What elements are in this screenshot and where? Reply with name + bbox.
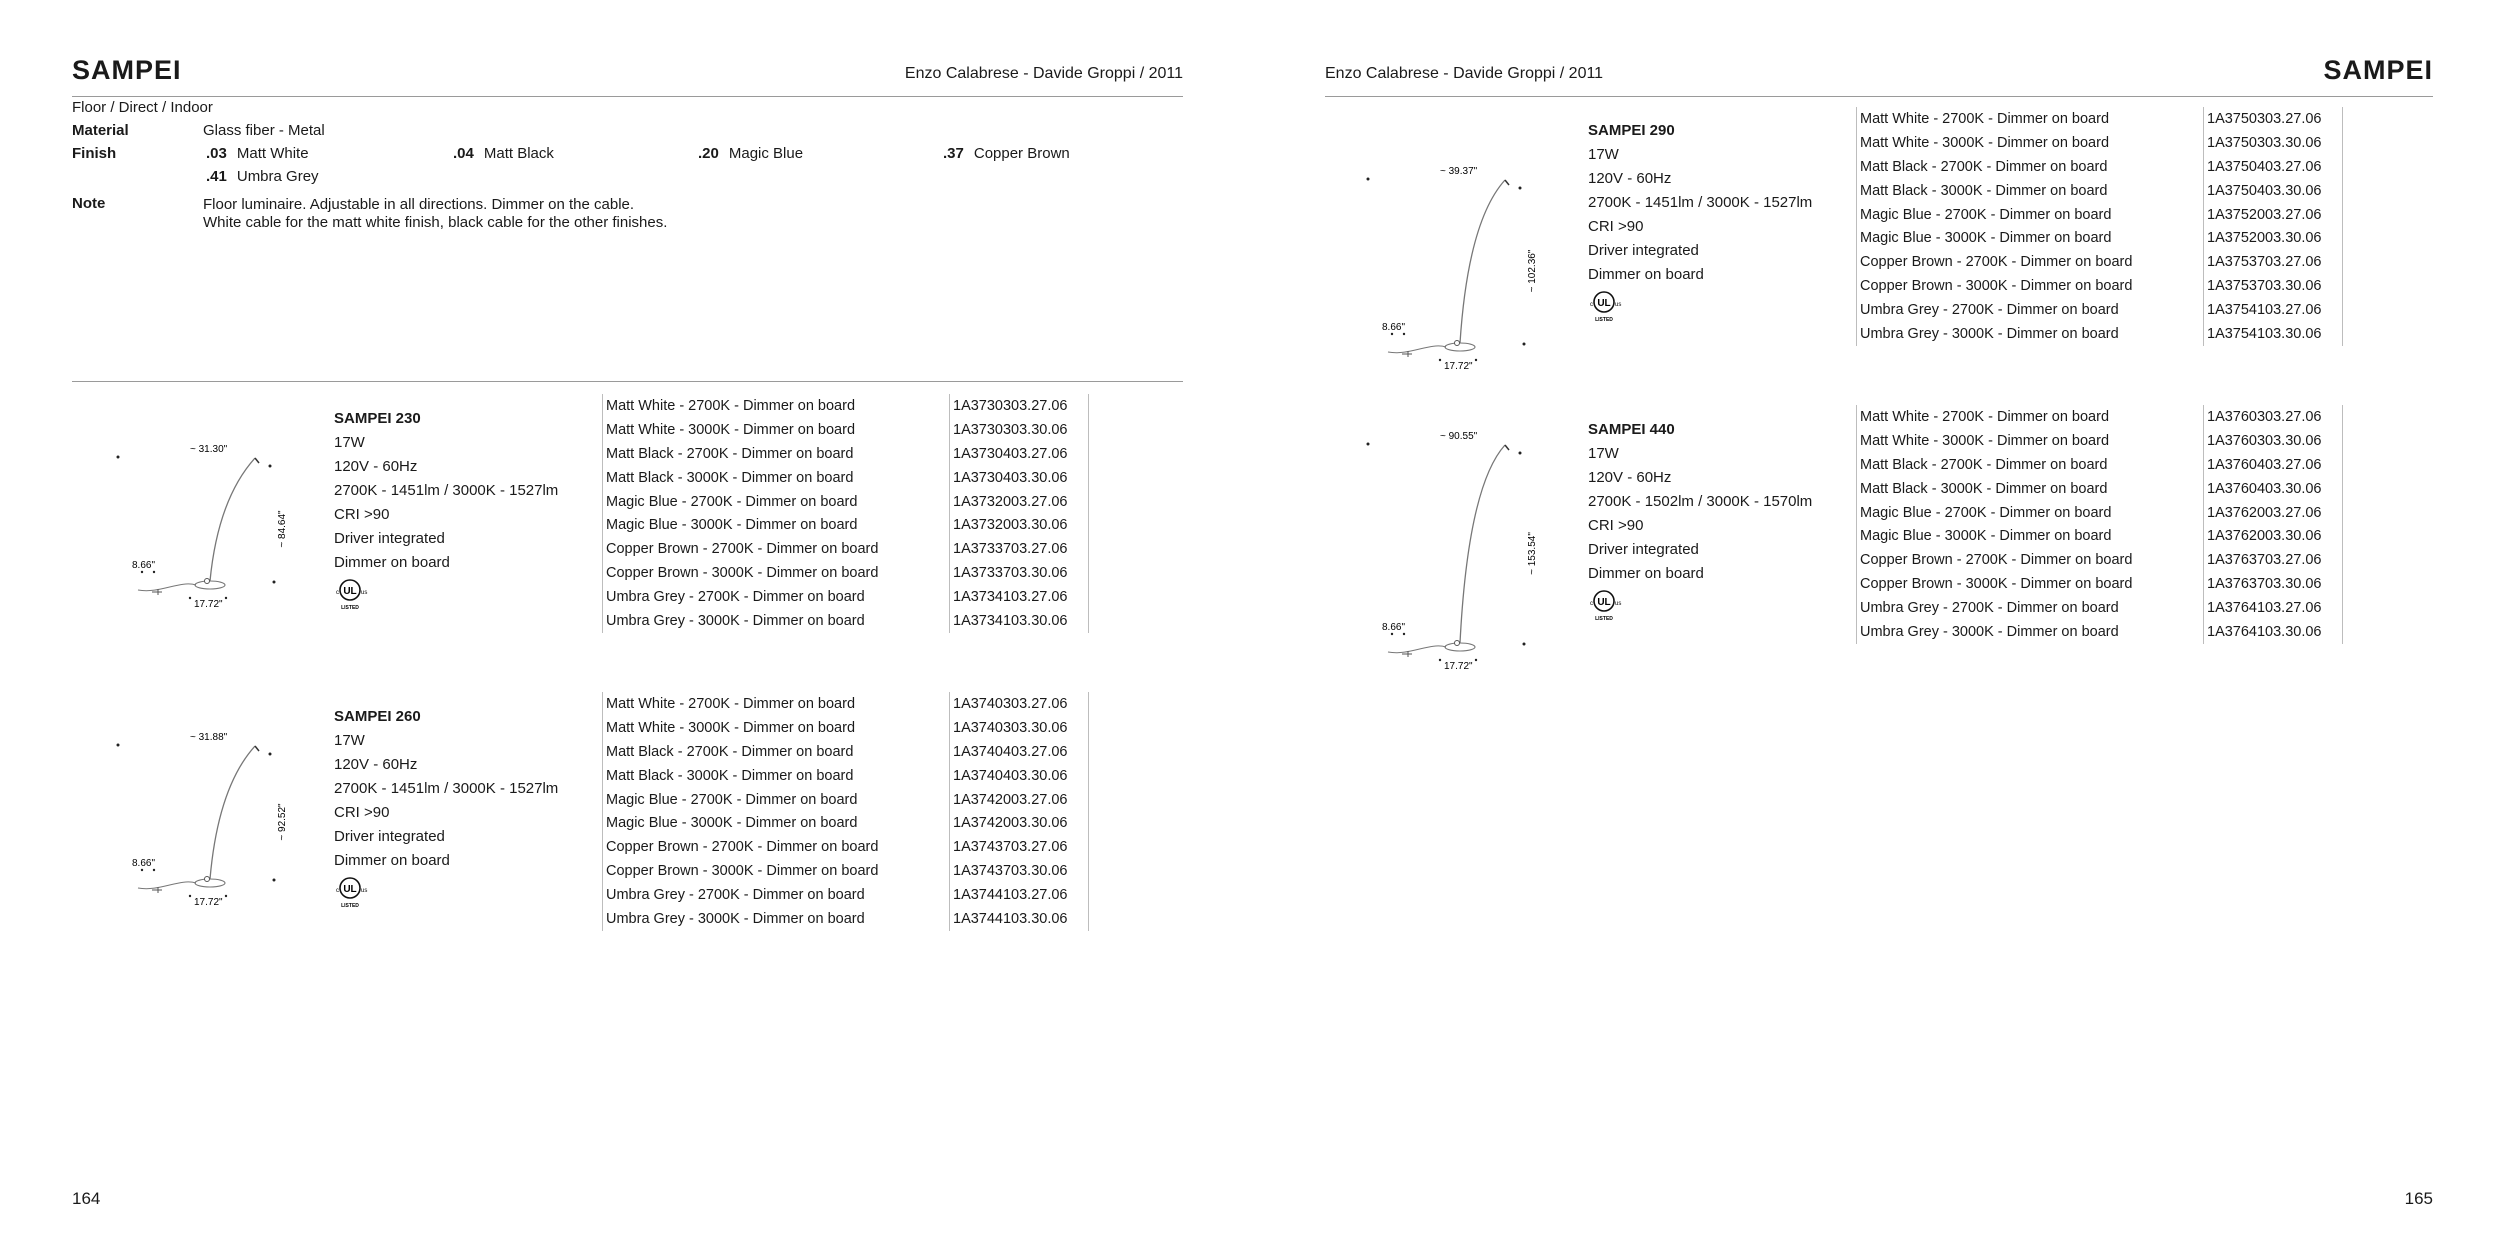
header-rule (1325, 96, 2433, 97)
article-code: 1A3764103.30.06 (2204, 620, 2343, 644)
code-table (1856, 107, 2343, 346)
lamp-drawing (1360, 412, 1560, 682)
table-row (603, 609, 1089, 633)
variant-description: Umbra Grey - 2700K - Dimmer on board (1857, 596, 2204, 620)
article-code: 1A3763703.27.06 (2204, 548, 2343, 572)
variant-description: Copper Brown - 2700K - Dimmer on board (1857, 250, 2204, 274)
article-code: 1A3753703.27.06 (2204, 250, 2343, 274)
base-height-dimension: 8.66" (132, 858, 156, 869)
right-page (1250, 0, 2500, 1250)
lumen-text: 2700K - 1451lm / 3000K - 1527lm (334, 780, 559, 797)
table-row (1857, 572, 2343, 596)
page-title: SAMPEI (72, 55, 182, 85)
lamp-drawing (110, 398, 310, 620)
ul-listed-icon (334, 875, 374, 909)
article-code: 1A3730403.30.06 (950, 466, 1089, 490)
variant-description: Magic Blue - 3000K - Dimmer on board (603, 811, 950, 835)
article-code: 1A3730303.30.06 (950, 418, 1089, 442)
table-row (603, 764, 1089, 788)
variant-description: Umbra Grey - 3000K - Dimmer on board (1857, 322, 2204, 346)
ul-listed-icon (1588, 289, 1628, 323)
svg-text:UL: UL (1597, 597, 1611, 608)
table-row (603, 811, 1089, 835)
svg-text:us: us (1615, 302, 1622, 308)
article-code: 1A3733703.30.06 (950, 561, 1089, 585)
power-text: 17W (334, 732, 365, 749)
base-height-dimension: 8.66" (1382, 622, 1406, 633)
model-spec (1588, 119, 1812, 323)
svg-text:UL: UL (343, 586, 357, 597)
article-code: 1A3750303.27.06 (2204, 107, 2343, 131)
variant-description: Magic Blue - 3000K - Dimmer on board (1857, 226, 2204, 250)
table-row (603, 716, 1089, 740)
article-code: 1A3734103.27.06 (950, 585, 1089, 609)
table-row (603, 394, 1089, 418)
variant-description: Matt White - 3000K - Dimmer on board (1857, 131, 2204, 155)
base-width-dimension: 17.72" (1444, 361, 1473, 372)
model-name: SAMPEI 290 (1588, 122, 1675, 139)
cri-text: CRI >90 (334, 804, 390, 821)
article-code: 1A3760303.30.06 (2204, 429, 2343, 453)
model-spec (1588, 418, 1812, 622)
table-row (603, 490, 1089, 514)
svg-text:LISTED: LISTED (1595, 616, 1613, 622)
article-code: 1A3752003.27.06 (2204, 203, 2343, 227)
article-code: 1A3742003.30.06 (950, 811, 1089, 835)
page-number: 165 (2404, 1189, 2433, 1208)
lamp-drawing (1360, 112, 1560, 382)
variant-description: Copper Brown - 3000K - Dimmer on board (603, 859, 950, 883)
variant-description: Umbra Grey - 2700K - Dimmer on board (603, 585, 950, 609)
reach-dimension: ~ 31.88" (190, 732, 228, 743)
finish-item: .41 Umbra Grey (206, 168, 319, 185)
model-spec (334, 705, 558, 909)
finish-item: .04 Matt Black (453, 145, 554, 162)
height-dimension: ~ 84.64" (277, 510, 288, 548)
table-row (1857, 405, 2343, 429)
reach-dimension: ~ 90.55" (1440, 431, 1478, 442)
note-line: White cable for the matt white finish, black cable for the other finishes. (203, 214, 668, 231)
note-text (203, 196, 683, 232)
article-code: 1A3744103.27.06 (950, 883, 1089, 907)
reach-dimension: ~ 39.37" (1440, 166, 1478, 177)
variant-description: Matt White - 2700K - Dimmer on board (603, 692, 950, 716)
variant-description: Umbra Grey - 2700K - Dimmer on board (1857, 298, 2204, 322)
article-code: 1A3760403.27.06 (2204, 453, 2343, 477)
table-row (1857, 596, 2343, 620)
article-code: 1A3750403.27.06 (2204, 155, 2343, 179)
article-code: 1A3762003.27.06 (2204, 501, 2343, 525)
lamp-drawing (110, 696, 310, 918)
table-row (603, 907, 1089, 931)
table-row (1857, 620, 2343, 644)
variant-description: Umbra Grey - 2700K - Dimmer on board (603, 883, 950, 907)
variant-description: Matt White - 3000K - Dimmer on board (1857, 429, 2204, 453)
dimmer-text: Dimmer on board (1588, 266, 1704, 283)
lamp-cable (1388, 646, 1446, 653)
lamp-stem (1460, 180, 1505, 343)
table-row (603, 442, 1089, 466)
article-code: 1A3732003.27.06 (950, 490, 1089, 514)
table-row (1857, 203, 2343, 227)
model-name: SAMPEI 440 (1588, 421, 1675, 438)
table-row (1857, 107, 2343, 131)
table-row (603, 788, 1089, 812)
article-code: 1A3754103.27.06 (2204, 298, 2343, 322)
table-row (603, 537, 1089, 561)
table-row (603, 585, 1089, 609)
voltage-text: 120V - 60Hz (334, 458, 418, 475)
base-width-dimension: 17.72" (194, 599, 223, 610)
table-row (603, 513, 1089, 537)
variant-description: Copper Brown - 3000K - Dimmer on board (1857, 572, 2204, 596)
note-label: Note (72, 195, 106, 212)
designer-credit: Enzo Calabrese - Davide Groppi / 2011 (1325, 65, 1604, 82)
variant-description: Matt Black - 2700K - Dimmer on board (1857, 155, 2204, 179)
product-info (72, 97, 1172, 247)
base-height-dimension: 8.66" (1382, 322, 1406, 333)
article-code: 1A3762003.30.06 (2204, 524, 2343, 548)
lumen-text: 2700K - 1451lm / 3000K - 1527lm (334, 482, 559, 499)
reach-dimension: ~ 31.30" (190, 444, 228, 455)
note-line: Floor luminaire. Adjustable in all directions. Dimmer on the cable. (203, 196, 635, 213)
article-code: 1A3740303.30.06 (950, 716, 1089, 740)
table-row (1857, 429, 2343, 453)
table-row (1857, 179, 2343, 203)
voltage-text: 120V - 60Hz (1588, 469, 1672, 486)
variant-description: Copper Brown - 2700K - Dimmer on board (603, 835, 950, 859)
category-text: Floor / Direct / Indoor (72, 99, 213, 116)
article-code: 1A3732003.30.06 (950, 513, 1089, 537)
variant-description: Copper Brown - 2700K - Dimmer on board (1857, 548, 2204, 572)
article-code: 1A3744103.30.06 (950, 907, 1089, 931)
cri-text: CRI >90 (334, 506, 390, 523)
variant-description: Magic Blue - 2700K - Dimmer on board (603, 788, 950, 812)
svg-text:c: c (336, 590, 339, 596)
dimmer-text: Dimmer on board (334, 852, 450, 869)
svg-text:us: us (361, 888, 368, 894)
variant-description: Matt Black - 2700K - Dimmer on board (603, 442, 950, 466)
variant-description: Umbra Grey - 3000K - Dimmer on board (1857, 620, 2204, 644)
svg-text:LISTED: LISTED (341, 903, 359, 909)
table-row (1857, 250, 2343, 274)
article-code: 1A3764103.27.06 (2204, 596, 2343, 620)
lamp-cable (138, 882, 196, 889)
article-code: 1A3743703.30.06 (950, 859, 1089, 883)
section-rule (72, 381, 1183, 382)
article-code: 1A3760403.30.06 (2204, 477, 2343, 501)
article-code: 1A3754103.30.06 (2204, 322, 2343, 346)
power-text: 17W (1588, 445, 1619, 462)
table-row (1857, 274, 2343, 298)
cri-text: CRI >90 (1588, 517, 1644, 534)
svg-text:c: c (1590, 601, 1593, 607)
power-text: 17W (1588, 146, 1619, 163)
lamp-stem (210, 746, 255, 879)
lamp-head (255, 746, 259, 751)
article-code: 1A3763703.30.06 (2204, 572, 2343, 596)
table-row (603, 835, 1089, 859)
svg-text:c: c (1590, 302, 1593, 308)
variant-description: Matt Black - 3000K - Dimmer on board (1857, 179, 2204, 203)
table-row (1857, 155, 2343, 179)
article-code: 1A3750403.30.06 (2204, 179, 2343, 203)
code-table (602, 692, 1089, 931)
variant-description: Magic Blue - 2700K - Dimmer on board (603, 490, 950, 514)
base-height-dimension: 8.66" (132, 560, 156, 571)
material-value: Glass fiber - Metal (203, 122, 325, 139)
variant-description: Copper Brown - 3000K - Dimmer on board (603, 561, 950, 585)
ul-listed-icon (1588, 588, 1628, 622)
lamp-stem (1460, 445, 1505, 643)
table-row (603, 418, 1089, 442)
variant-description: Umbra Grey - 3000K - Dimmer on board (603, 907, 950, 931)
driver-text: Driver integrated (1588, 242, 1699, 259)
table-row (1857, 453, 2343, 477)
svg-text:us: us (1615, 601, 1622, 607)
code-table (1856, 405, 2343, 644)
article-code: 1A3740403.27.06 (950, 740, 1089, 764)
page-title: SAMPEI (2323, 55, 2433, 85)
variant-description: Magic Blue - 2700K - Dimmer on board (1857, 203, 2204, 227)
lamp-base (1445, 343, 1475, 351)
variant-description: Matt Black - 3000K - Dimmer on board (603, 466, 950, 490)
lamp-base (195, 879, 225, 887)
svg-text:UL: UL (1597, 298, 1611, 309)
article-code: 1A3742003.27.06 (950, 788, 1089, 812)
article-code: 1A3760303.27.06 (2204, 405, 2343, 429)
variant-description: Matt Black - 3000K - Dimmer on board (1857, 477, 2204, 501)
article-code: 1A3743703.27.06 (950, 835, 1089, 859)
article-code: 1A3730303.27.06 (950, 394, 1089, 418)
article-code: 1A3740403.30.06 (950, 764, 1089, 788)
driver-text: Driver integrated (334, 530, 445, 547)
table-row (603, 561, 1089, 585)
article-code: 1A3750303.30.06 (2204, 131, 2343, 155)
table-row (1857, 477, 2343, 501)
table-row (1857, 131, 2343, 155)
variant-description: Magic Blue - 3000K - Dimmer on board (1857, 524, 2204, 548)
variant-description: Umbra Grey - 3000K - Dimmer on board (603, 609, 950, 633)
driver-text: Driver integrated (334, 828, 445, 845)
lamp-base (1445, 643, 1475, 651)
article-code: 1A3734103.30.06 (950, 609, 1089, 633)
base-width-dimension: 17.72" (194, 897, 223, 908)
model-name: SAMPEI 260 (334, 708, 421, 725)
variant-description: Matt White - 2700K - Dimmer on board (603, 394, 950, 418)
table-row (603, 466, 1089, 490)
height-dimension: ~ 92.52" (277, 803, 288, 841)
lamp-cable (1388, 346, 1446, 353)
base-width-dimension: 17.72" (1444, 661, 1473, 672)
variant-description: Magic Blue - 3000K - Dimmer on board (603, 513, 950, 537)
variant-description: Matt Black - 2700K - Dimmer on board (1857, 453, 2204, 477)
svg-text:us: us (361, 590, 368, 596)
lamp-head (1505, 445, 1509, 450)
voltage-text: 120V - 60Hz (334, 756, 418, 773)
table-row (1857, 322, 2343, 346)
article-code: 1A3730403.27.06 (950, 442, 1089, 466)
lamp-stem (210, 458, 255, 581)
height-dimension: ~ 102.36" (1527, 249, 1538, 293)
material-label: Material (72, 122, 129, 139)
svg-text:LISTED: LISTED (341, 605, 359, 611)
height-dimension: ~ 153.54" (1527, 532, 1538, 575)
table-row (1857, 548, 2343, 572)
variant-description: Matt White - 2700K - Dimmer on board (1857, 405, 2204, 429)
variant-description: Matt White - 3000K - Dimmer on board (603, 418, 950, 442)
page-number: 164 (72, 1189, 101, 1208)
article-code: 1A3753703.30.06 (2204, 274, 2343, 298)
code-table (602, 394, 1089, 633)
svg-text:c: c (336, 888, 339, 894)
power-text: 17W (334, 434, 365, 451)
table-row (603, 883, 1089, 907)
article-code: 1A3740303.27.06 (950, 692, 1089, 716)
lamp-base (195, 581, 225, 589)
cri-text: CRI >90 (1588, 218, 1644, 235)
lamp-head (255, 458, 259, 463)
finish-item: .20 Magic Blue (698, 145, 804, 162)
lumen-text: 2700K - 1451lm / 3000K - 1527lm (1588, 194, 1813, 211)
table-row (603, 692, 1089, 716)
table-row (603, 740, 1089, 764)
dimmer-text: Dimmer on board (1588, 565, 1704, 582)
article-code: 1A3752003.30.06 (2204, 226, 2343, 250)
variant-description: Matt White - 2700K - Dimmer on board (1857, 107, 2204, 131)
table-row (1857, 501, 2343, 525)
svg-text:UL: UL (343, 884, 357, 895)
finish-item: .03 Matt White (206, 145, 309, 162)
table-row (1857, 226, 2343, 250)
voltage-text: 120V - 60Hz (1588, 170, 1672, 187)
variant-description: Magic Blue - 2700K - Dimmer on board (1857, 501, 2204, 525)
lumen-text: 2700K - 1502lm / 3000K - 1570lm (1588, 493, 1813, 510)
variant-description: Copper Brown - 2700K - Dimmer on board (603, 537, 950, 561)
variant-description: Matt Black - 3000K - Dimmer on board (603, 764, 950, 788)
table-row (1857, 524, 2343, 548)
table-row (1857, 298, 2343, 322)
ul-listed-icon (334, 577, 374, 611)
designer-credit: Enzo Calabrese - Davide Groppi / 2011 (904, 65, 1183, 82)
lamp-cable (138, 584, 196, 591)
variant-description: Matt White - 3000K - Dimmer on board (603, 716, 950, 740)
driver-text: Driver integrated (1588, 541, 1699, 558)
table-row (603, 859, 1089, 883)
finish-item: .37 Copper Brown (943, 145, 1070, 162)
dimmer-text: Dimmer on board (334, 554, 450, 571)
finish-label: Finish (72, 145, 117, 162)
lamp-head (1505, 180, 1509, 185)
article-code: 1A3733703.27.06 (950, 537, 1089, 561)
variant-description: Matt Black - 2700K - Dimmer on board (603, 740, 950, 764)
model-spec (334, 407, 558, 611)
model-name: SAMPEI 230 (334, 410, 421, 427)
svg-text:LISTED: LISTED (1595, 317, 1613, 323)
variant-description: Copper Brown - 3000K - Dimmer on board (1857, 274, 2204, 298)
